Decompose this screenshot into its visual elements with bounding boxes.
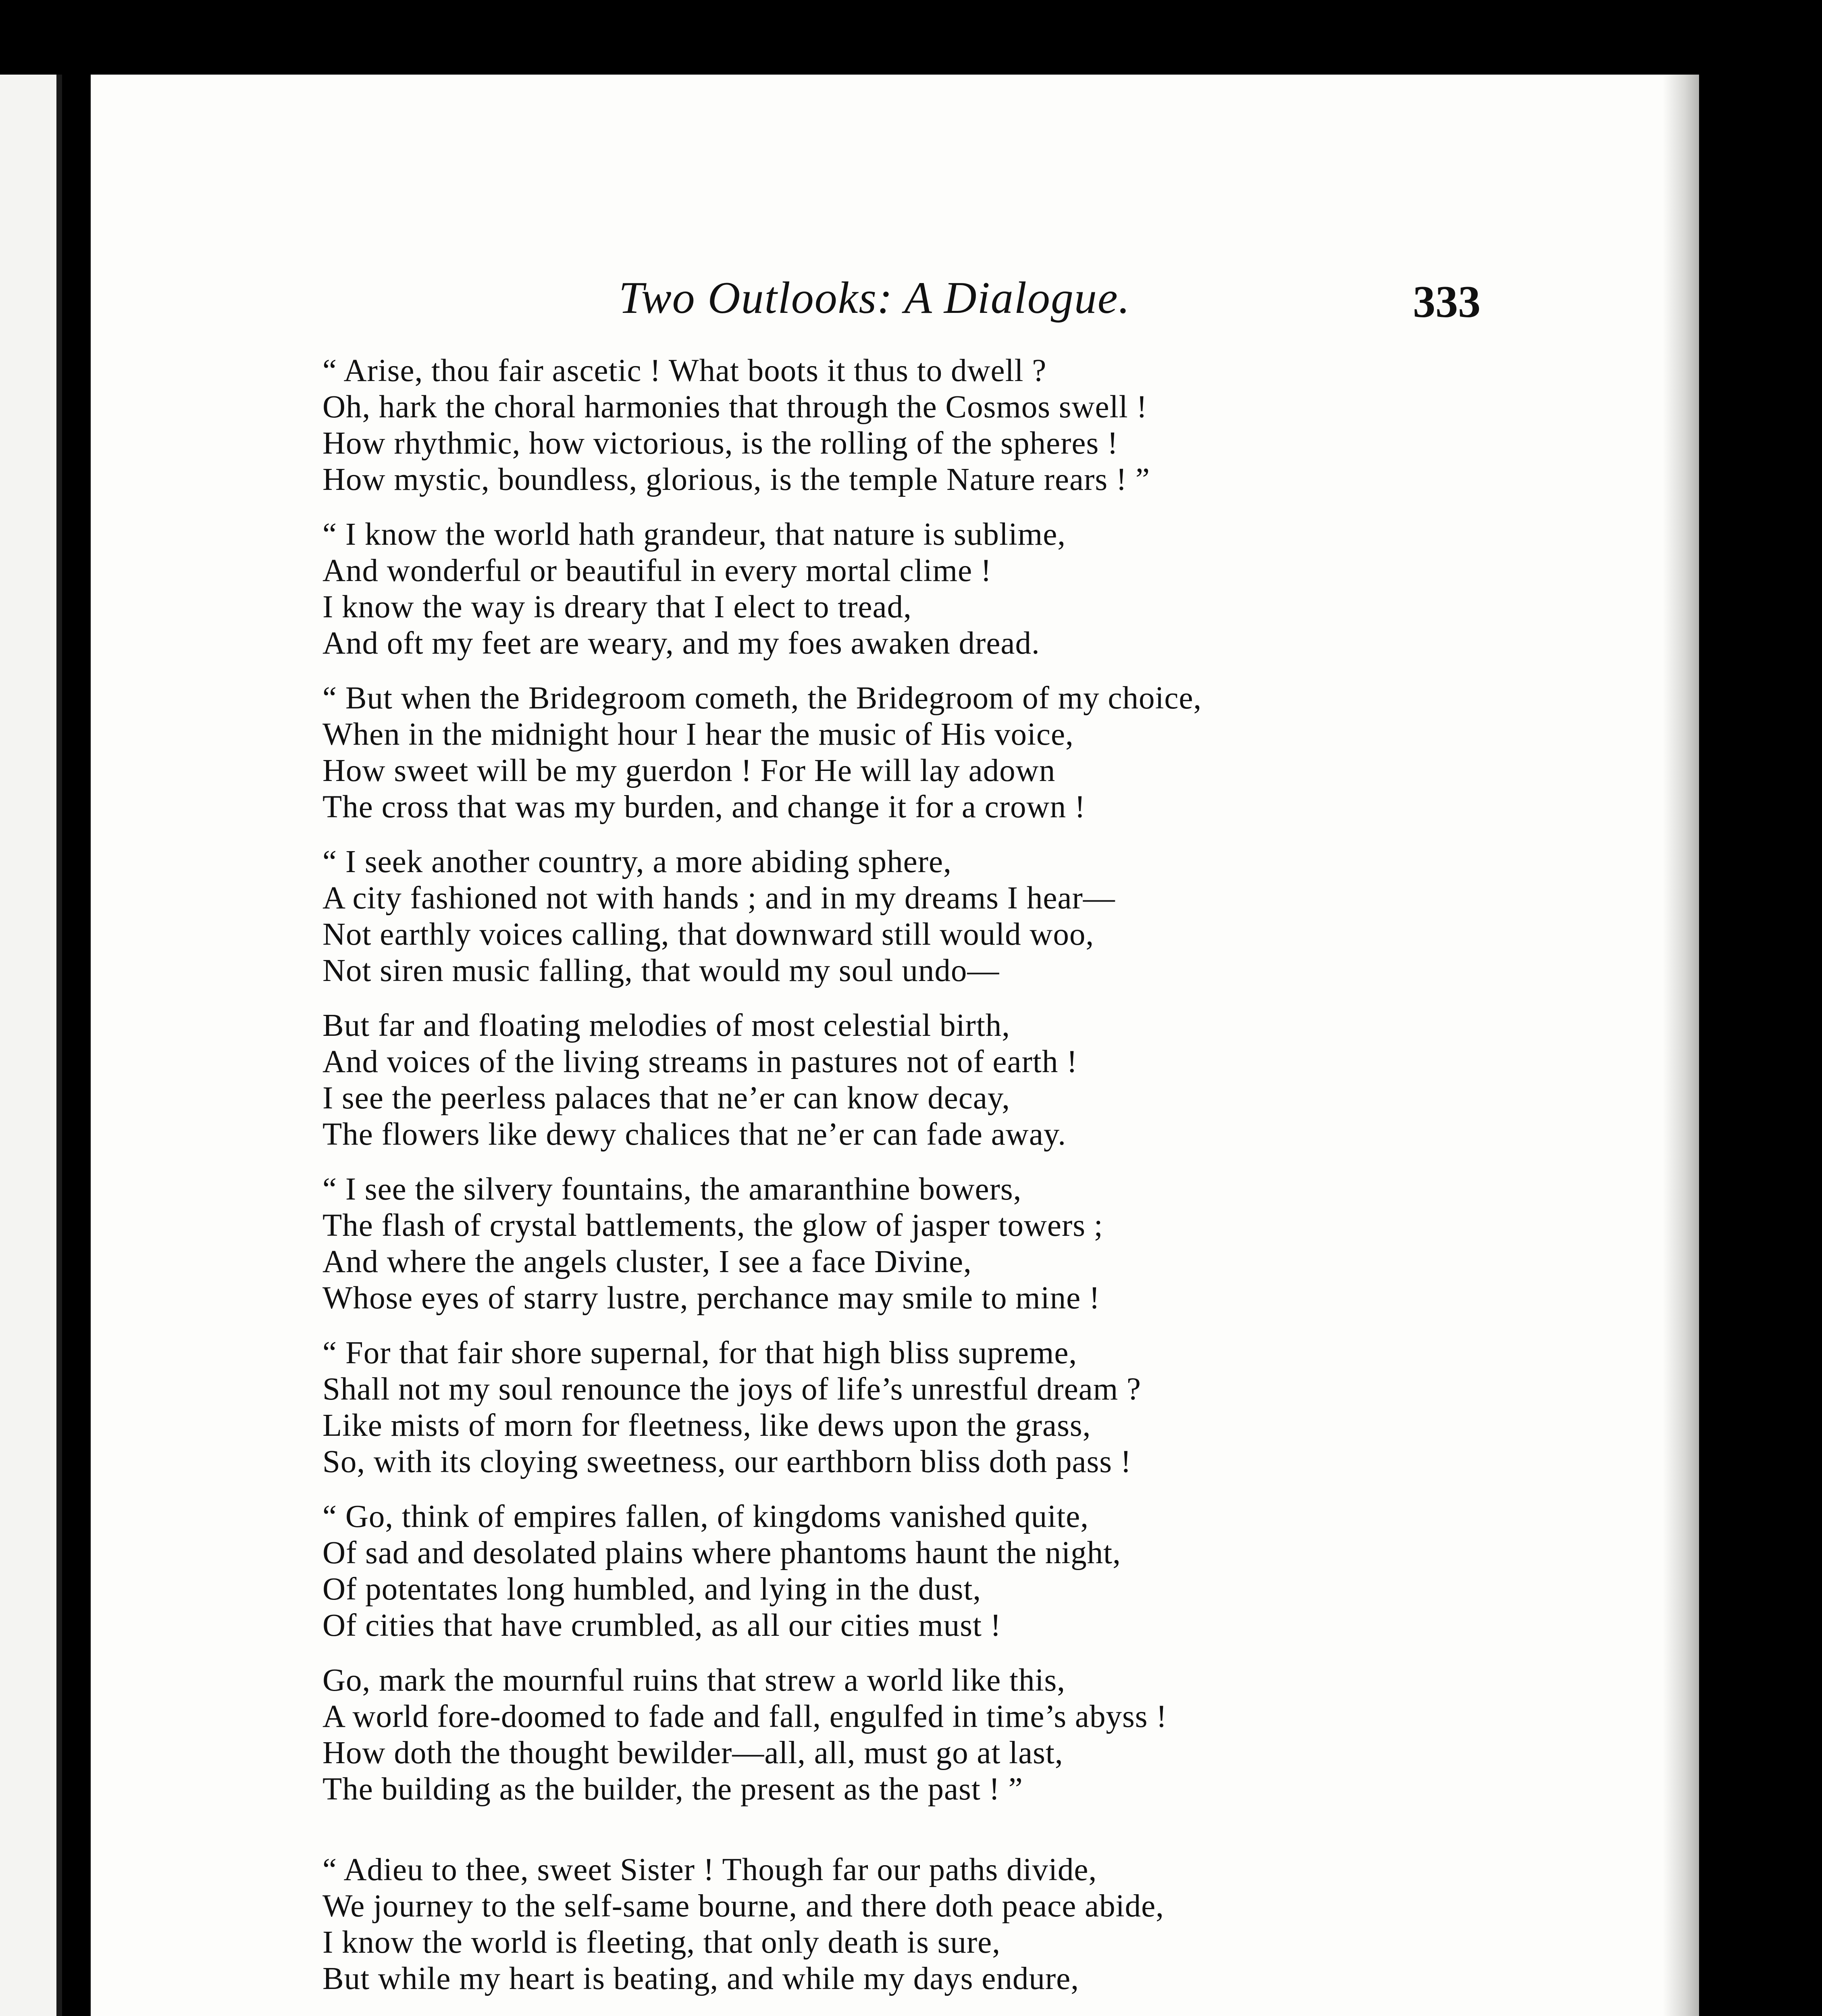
poem-line: When in the midnight hour I hear the music of His voice, <box>322 717 1074 752</box>
poem-line: How sweet will be my guerdon ! For He will lay adown <box>322 753 1056 788</box>
poem-line: I know the world is fleeting, that only death is sure, <box>322 1925 1000 1960</box>
stanza <box>322 1662 1572 1808</box>
page-number: 333 <box>1413 277 1481 327</box>
poem-line: “ Go, think of empires fallen, of kingdoms vanished quite, <box>322 1499 1089 1534</box>
poem-line: “ But when the Bridegroom cometh, the Bridegroom of my choice, <box>322 681 1202 716</box>
poem-line: And oft my feet are weary, and my foes awaken dread. <box>322 626 1040 661</box>
left-page-edge <box>0 75 62 2016</box>
poem-line: Like mists of morn for fleetness, like dews upon the grass, <box>322 1408 1091 1443</box>
poem-line: Shall not my soul renounce the joys of life’s unrestful dream ? <box>322 1372 1141 1407</box>
poem-line: “ Arise, thou fair ascetic ! What boots it thus to dwell ? <box>322 353 1047 388</box>
poem-line: The flowers like dewy chalices that ne’er can fade away. <box>322 1117 1067 1152</box>
poem-line: I know the way is dreary that I elect to tread, <box>322 589 912 625</box>
poem-line: The cross that was my burden, and change it for a crown ! <box>322 789 1086 825</box>
poem-line: And wonderful or beautiful in every mortal clime ! <box>322 553 992 588</box>
stanza <box>322 844 1572 989</box>
book-page <box>91 75 1699 2016</box>
stanza <box>322 1335 1572 1480</box>
poem-line: Oh, hark the choral harmonies that through the Cosmos swell ! <box>322 389 1148 425</box>
stanza <box>322 1852 1572 1997</box>
poem-line: “ I seek another country, a more abiding sphere, <box>322 844 952 879</box>
poem-line: How doth the thought bewilder—all, all, must go at last, <box>322 1735 1063 1770</box>
poem-line: And voices of the living streams in pastures not of earth ! <box>322 1044 1078 1079</box>
poem-line: But while my heart is beating, and while my days endure, <box>322 1961 1079 1996</box>
poem-line: “ I see the silvery fountains, the amaranthine bowers, <box>322 1172 1022 1207</box>
poem-line: A world fore-doomed to fade and fall, engulfed in time’s abyss ! <box>322 1699 1167 1734</box>
poem-line: But far and floating melodies of most celestial birth, <box>322 1008 1011 1043</box>
poem-line: Not siren music falling, that would my soul undo— <box>322 953 1000 988</box>
poem-line: “ Adieu to thee, sweet Sister ! Though far our paths divide, <box>322 1852 1097 1887</box>
poem-line: Not earthly voices calling, that downward still would woo, <box>322 917 1094 952</box>
poem-line: Go, mark the mournful ruins that strew a world like this, <box>322 1663 1065 1698</box>
poem-line: “ For that fair shore supernal, for that high bliss supreme, <box>322 1335 1077 1370</box>
page-header <box>91 272 1699 333</box>
poem-line: Whose eyes of starry lustre, perchance may smile to mine ! <box>322 1281 1100 1316</box>
stanza <box>322 516 1572 662</box>
poem-line: So, with its cloying sweetness, our earthborn bliss doth pass ! <box>322 1444 1132 1479</box>
poem-line: Of sad and desolated plains where phantoms haunt the night, <box>322 1535 1121 1570</box>
poem-line: “ I know the world hath grandeur, that nature is sublime, <box>322 517 1066 552</box>
stanza <box>322 1499 1572 1644</box>
poem <box>322 353 1572 2016</box>
poem-line: We journey to the self-same bourne, and there doth peace abide, <box>322 1889 1164 1924</box>
poem-line: A city fashioned not with hands ; and in my dreams I hear— <box>322 881 1115 916</box>
poem-line: The building as the builder, the present as the past ! ” <box>322 1772 1023 1807</box>
poem-line: The flash of crystal battlements, the glow of jasper towers ; <box>322 1208 1103 1243</box>
poem-line: I see the peerless palaces that ne’er can know decay, <box>322 1081 1011 1116</box>
stanza <box>322 353 1572 498</box>
stanza <box>322 1171 1572 1316</box>
stanza <box>322 680 1572 825</box>
running-title: Two Outlooks: A Dialogue. <box>619 273 1131 323</box>
poem-line: How rhythmic, how victorious, is the rolling of the spheres ! <box>322 426 1119 461</box>
poem-line: And where the angels cluster, I see a face Divine, <box>322 1244 972 1279</box>
poem-line: Of cities that have crumbled, as all our cities must ! <box>322 1608 1001 1643</box>
poem-line: How mystic, boundless, glorious, is the temple Nature rears ! ” <box>322 462 1150 497</box>
page-edge-shadow <box>1663 75 1699 2016</box>
poem-line: Of potentates long humbled, and lying in the dust, <box>322 1572 982 1607</box>
stanza <box>322 1008 1572 1153</box>
